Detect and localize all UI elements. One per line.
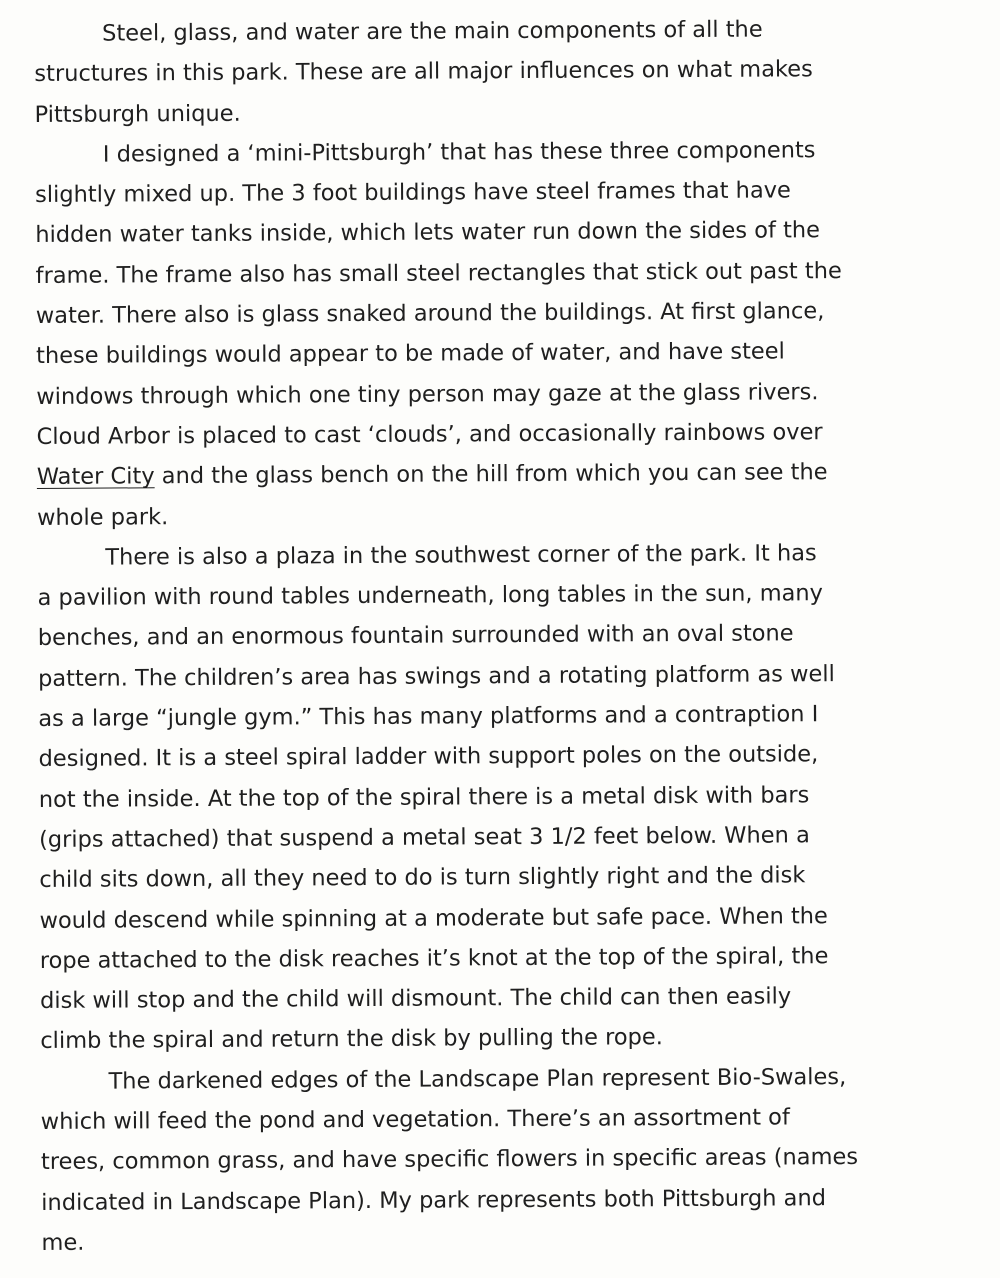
text-line: climb the spiral and return the disk by pulling the rope. — [40, 1024, 663, 1055]
text-line: disk will stop and the child will dismount. The child can then easily — [39, 983, 792, 1015]
text-line: (grips attached) that suspend a metal seat 3 1/2 feet below. When a — [38, 822, 810, 853]
paragraph — [35, 129, 977, 538]
text-line — [37, 452, 977, 498]
text-line: Steel, glass, and water are the main components of all the — [102, 16, 763, 47]
text-line: would descend while spinning at a moderate but safe pace. When the — [39, 902, 828, 934]
text-line: me. — [41, 1229, 85, 1256]
text-line: water. There also is glass snaked around the buildings. At first glance, — [35, 298, 825, 330]
text-line: hidden water tanks inside, which lets water run down the sides of the — [35, 217, 821, 249]
text-line: There is also a plaza in the southwest corner of the park. It has — [105, 540, 817, 571]
text-line: rope attached to the disk reaches it’s knot at the top of the spiral, the — [39, 942, 829, 974]
text-line: Pittsburgh unique. — [34, 100, 241, 128]
paragraph — [37, 532, 980, 1062]
text-line: I designed a ‘mini-Pittsburgh’ that has these three components — [102, 137, 816, 168]
text-line: pattern. The children’s area has swings and a rotating platform as well — [37, 660, 835, 692]
paragraph — [34, 8, 975, 135]
text-line: whole park. — [36, 503, 169, 531]
text-line: not the inside. At the top of the spiral there is a metal disk with bars — [38, 781, 810, 813]
underlined-phrase: Water City — [36, 463, 155, 491]
text-line: structures in this park. These are all major influences on what makes — [34, 56, 813, 88]
text-line: as a large “jungle gym.” This has many platforms and a contraption I — [38, 701, 819, 733]
paragraph — [40, 1056, 981, 1263]
text-line: slightly mixed up. The 3 foot buildings have steel frames that have — [35, 177, 791, 209]
text-line: designed. It is a steel spiral ladder with support poles on the outside, — [38, 741, 819, 773]
text-line: a pavilion with round tables underneath, long tables in the sun, many — [37, 580, 824, 612]
text-line: which will feed the pond and vegetation. There’s an assortment of — [40, 1104, 790, 1135]
text-line-rest: and the glass bench on the hill from which you can see the — [154, 459, 828, 490]
document-body — [34, 8, 982, 1263]
text-line: indicated in Landscape Plan). My park represents both Pittsburgh and — [41, 1184, 827, 1216]
text-line: benches, and an enormous fountain surrounded with an oval stone — [37, 620, 794, 652]
text-line: windows through which one tiny person may gaze at the glass rivers. — [36, 378, 819, 410]
text-line: The darkened edges of the Landscape Plan represent Bio-Swales, — [108, 1063, 847, 1095]
text-line: frame. The frame also has small steel rectangles that stick out past the — [35, 257, 842, 289]
text-line: Cloud Arbor is placed to cast ‘clouds’, and occasionally rainbows over — [36, 419, 823, 450]
text-line: these buildings would appear to be made of water, and have steel — [36, 338, 785, 370]
text-line: trees, common grass, and have specific flowers in specific areas (names — [40, 1144, 859, 1176]
text-line: child sits down, all they need to do is turn slightly right and the disk — [39, 862, 806, 894]
